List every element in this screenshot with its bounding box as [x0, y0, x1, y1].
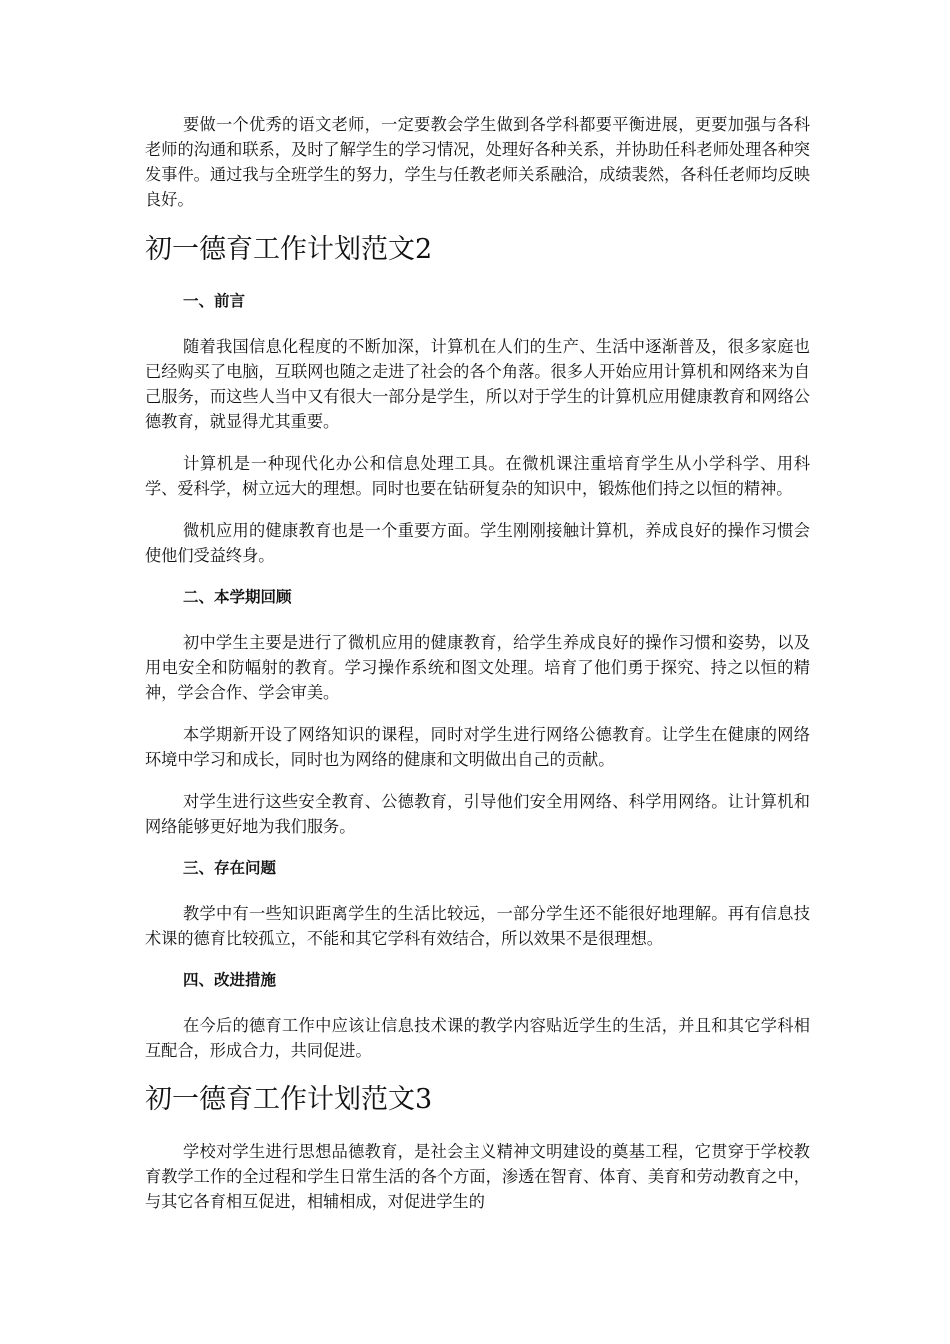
paragraph: 本学期新开设了网络知识的课程，同时对学生进行网络公德教育。让学生在健康的网络环境中学习和成长，同时也为网络的健康和文明做出自己的贡献。: [145, 725, 810, 769]
paragraph: 随着我国信息化程度的不断加深，计算机在人们的生产、生活中逐渐普及，很多家庭也已经购买了电脑，互联网也随之走进了社会的各个角落。很多人开始应用计算机和网络来为自己服务，而这些人当中又有很大一部分是学生，所以对于学生的计算机应用健康教育和网络公德教育，就显得尤其重要。: [145, 337, 810, 431]
paragraph: 教学中有一些知识距离学生的生活比较远，一部分学生还不能很好地理解。再有信息技术课的德育比较孤立，不能和其它学科有效结合，所以效果不是很理想。: [145, 904, 810, 948]
paragraph: 在今后的德育工作中应该让信息技术课的教学内容贴近学生的生活，并且和其它学科相互配合，形成合力，共同促进。: [145, 1016, 810, 1060]
intro-paragraph: 要做一个优秀的语文老师，一定要教会学生做到各学科都要平衡进展，更要加强与各科老师的沟通和联系，及时了解学生的学习情况，处理好各种关系，并协助任科老师处理各种突发事件。通过我与全班学生的努力，学生与任教老师关系融洽，成绩裴然，各科任老师均反映良好。: [145, 115, 810, 209]
document-page: [145, 112, 810, 1231]
article-title-2: 初一德育工作计划范文2: [145, 234, 433, 265]
paragraph: 微机应用的健康教育也是一个重要方面。学生刚刚接触计算机，养成良好的操作习惯会使他们受益终身。: [145, 521, 810, 565]
paragraph: 初中学生主要是进行了微机应用的健康教育，给学生养成良好的操作习惯和姿势，以及用电安全和防幅射的教育。学习操作系统和图文处理。培育了他们勇于探究、持之以恒的精神，学会合作、学会审美。: [145, 633, 810, 702]
section-heading-problems: 三、存在问题: [183, 859, 277, 877]
paragraph: 计算机是一种现代化办公和信息处理工具。在微机课注重培育学生从小学科学、用科学、爱科学，树立远大的理想。同时也要在钻研复杂的知识中，锻炼他们持之以恒的精神。: [145, 454, 810, 498]
section-heading-preface: 一、前言: [183, 292, 246, 310]
section-heading-review: 二、本学期回顾: [183, 588, 292, 606]
paragraph: 对学生进行这些安全教育、公德教育，引导他们安全用网络、科学用网络。让计算机和网络能够更好地为我们服务。: [145, 792, 810, 836]
article-title-3: 初一德育工作计划范文3: [145, 1084, 433, 1115]
section-heading-improvements: 四、改进措施: [183, 971, 277, 989]
paragraph: 学校对学生进行思想品德教育，是社会主义精神文明建设的奠基工程，它贯穿于学校教育教学工作的全过程和学生日常生活的各个方面，渗透在智育、体育、美育和劳动教育之中，与其它各育相互促进，相辅相成，对促进学生的: [145, 1142, 810, 1211]
